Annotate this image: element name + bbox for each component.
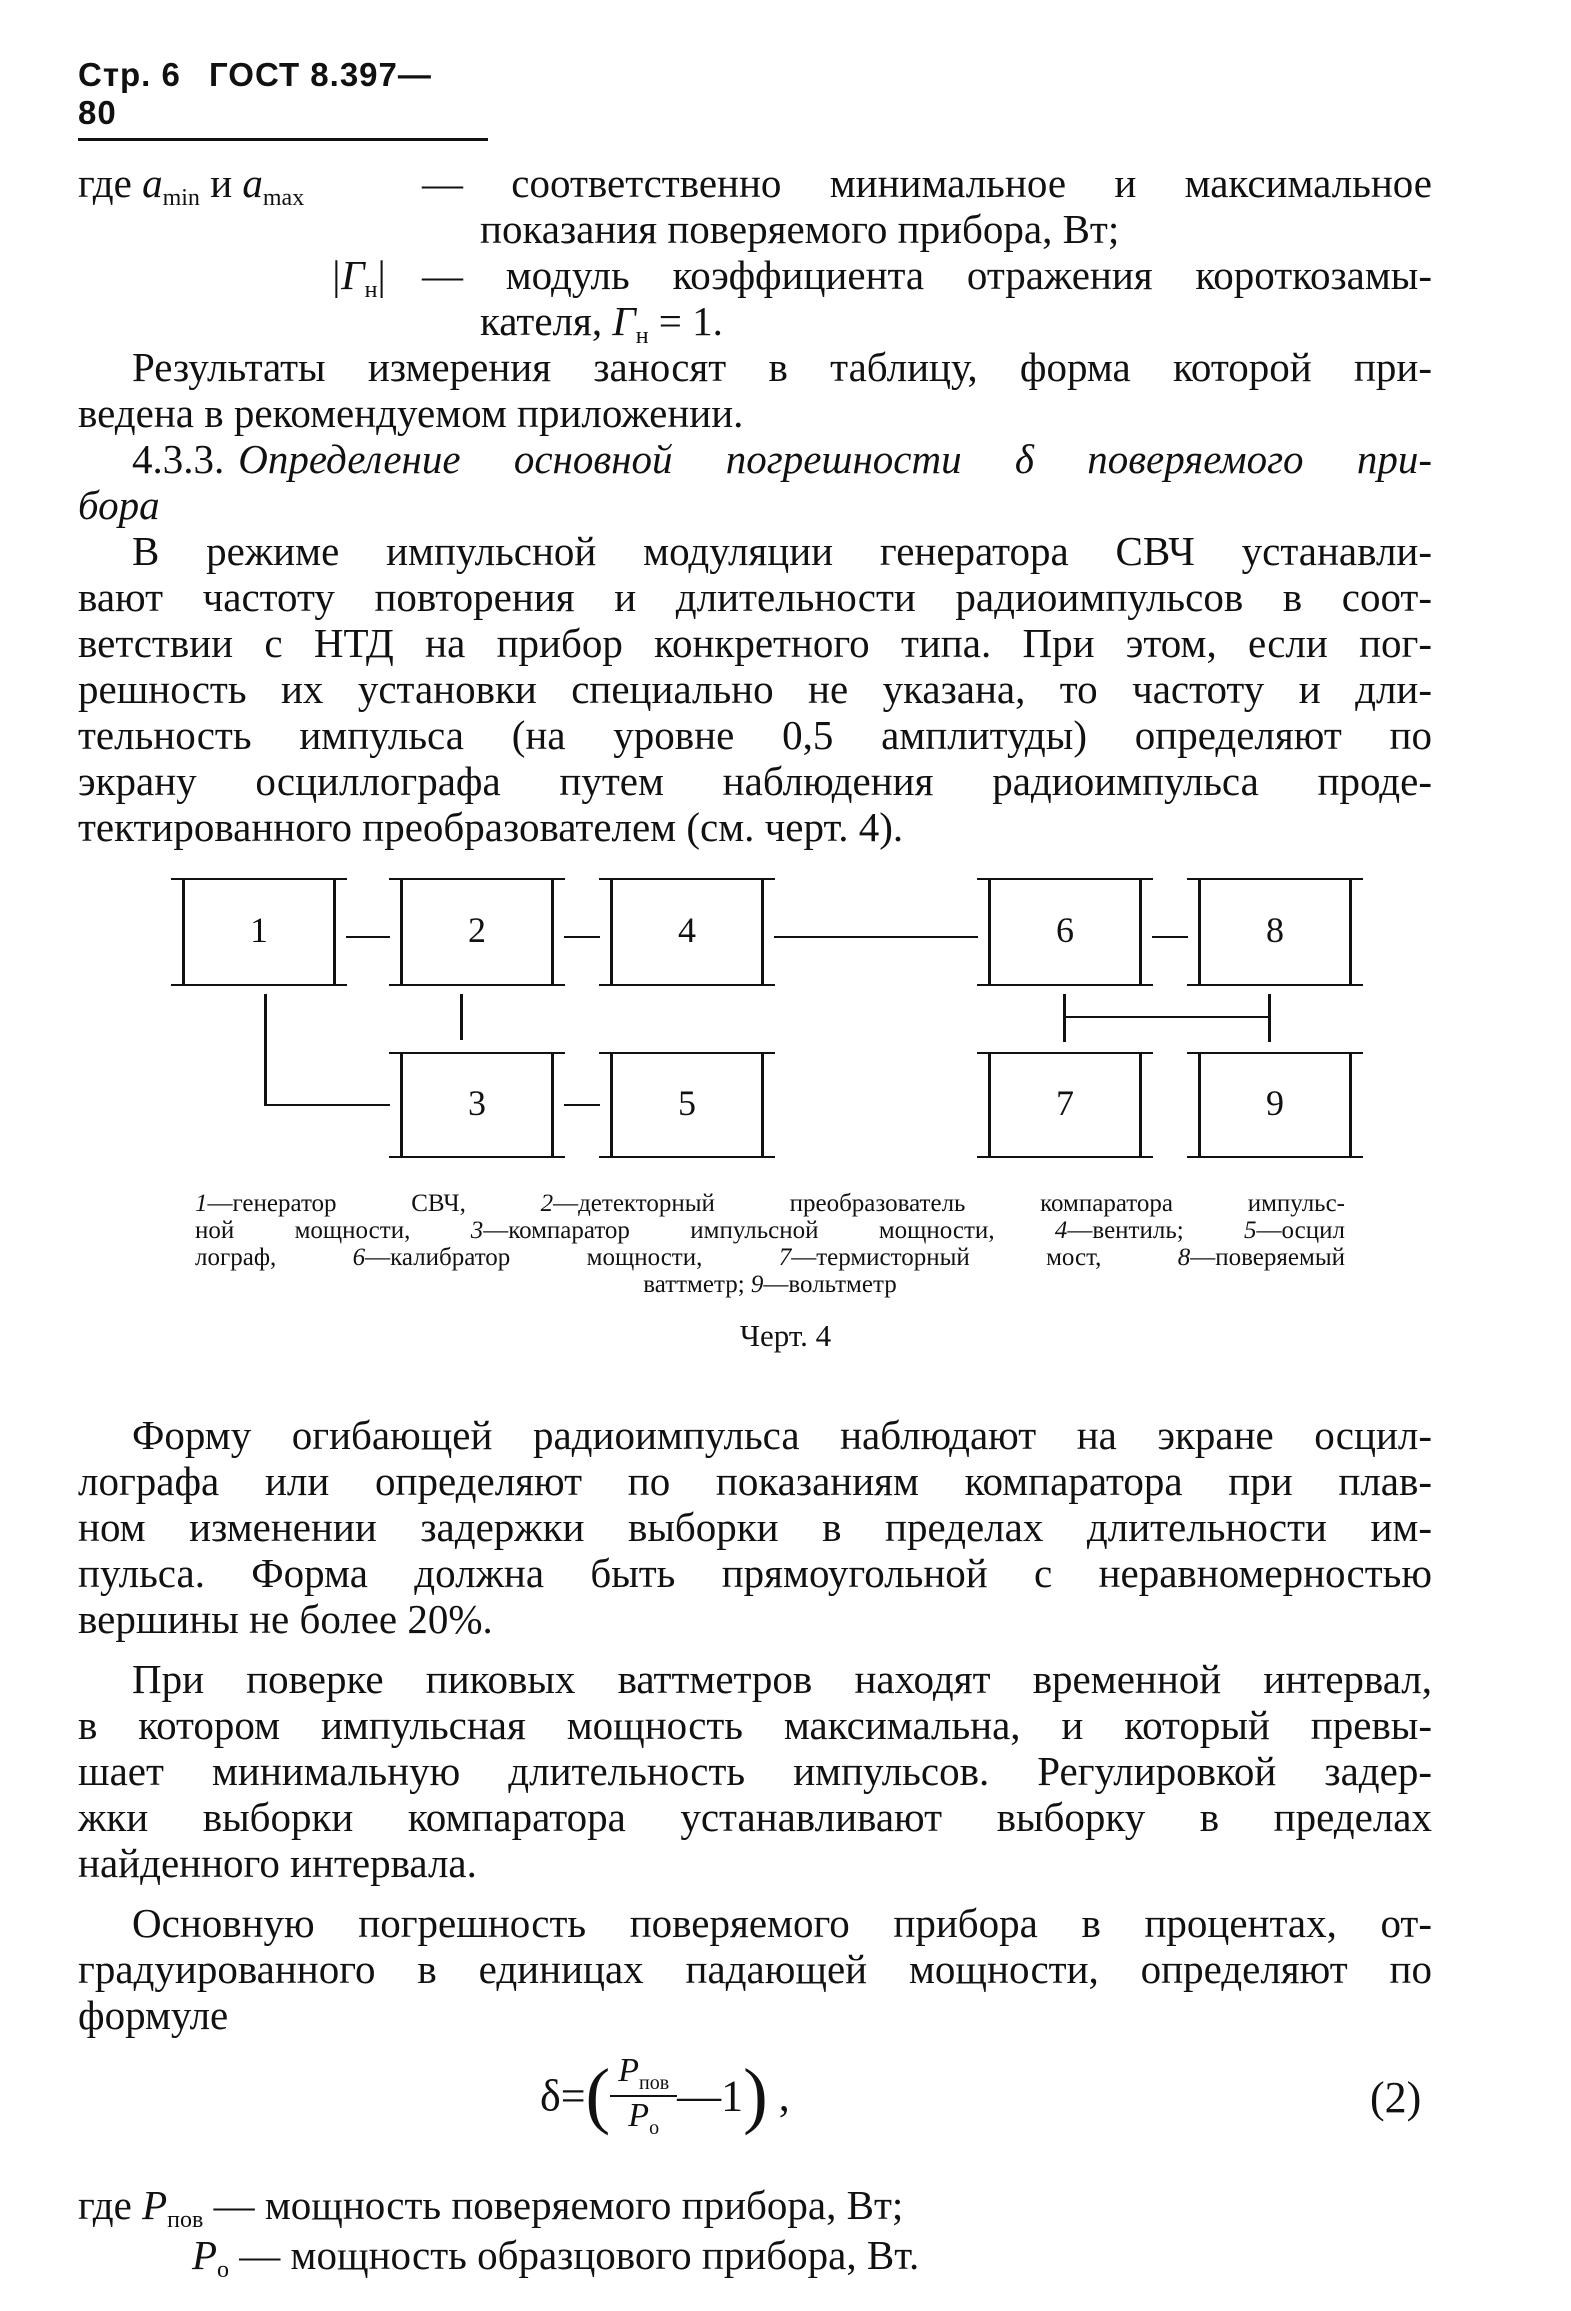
formula-2: δ=( $\frac{P_{пов}}{P_о}$ —1) ,: [540, 2052, 790, 2139]
standard-number: ГОСТ 8.397—80: [78, 56, 432, 131]
para2-line7: тектированного преобразователем (см. черт. 4).: [78, 804, 904, 850]
para2-line2: вают частоту повторения и длительности радиоимпульсов в соот-: [78, 574, 1432, 620]
para4-line5: найденного интервала.: [78, 1840, 477, 1886]
caption-line-1: 1—генератор СВЧ, 2—детекторный преобразователь компаратора импульс-: [195, 1190, 1345, 1217]
para2-line6: экрану осциллографа путем наблюдения радиоимпульса проде-: [78, 758, 1432, 804]
para2-line1: В режиме импульсной модуляции генератора СВЧ устанавли-: [132, 528, 1432, 574]
legend-amin-amax-text-2: показания поверяемого прибора, Вт;: [480, 206, 1120, 252]
para4-line1: При поверке пиковых ваттметров находят временной интервал,: [132, 1656, 1432, 1702]
connector-2-3: [460, 994, 463, 1040]
block-9: 9: [1198, 1052, 1352, 1158]
section-number: 4.3.3.: [132, 436, 225, 482]
para5-line2: градуированного в единицах падающей мощности, определяют по: [78, 1946, 1432, 1992]
connector-1-3: [264, 1104, 390, 1106]
section-title-2: бора: [78, 482, 160, 528]
figure-label: Черт. 4: [739, 1318, 832, 1353]
connector-1-down: [264, 994, 267, 1106]
block-1: 1: [182, 878, 336, 986]
connector-4-6: [774, 936, 978, 938]
para2-line5: тельность импульса (на уровне 0,5 амплитуды) определяют по: [78, 712, 1432, 758]
connector-3-5: [564, 1104, 600, 1106]
legend-gamma-text: — модуль коэффициента отражения короткозамы-: [422, 252, 1432, 298]
connector-8-9: [1268, 994, 1271, 1042]
para3-line1: Форму огибающей радиоимпульса наблюдают на экране осцил-: [132, 1412, 1432, 1458]
para4-line3: шает минимальную длительность импульсов. Регулировкой задер-: [78, 1748, 1432, 1794]
block-3: 3: [400, 1052, 554, 1158]
section-heading: [132, 436, 1432, 482]
para2-line3: ветствии с НТД на прибор конкретного типа. При этом, если пог-: [78, 620, 1432, 666]
para3-line3: ном изменении задержки выборки в пределах длительности им-: [78, 1504, 1432, 1550]
block-7: 7: [988, 1052, 1142, 1158]
legend-amin-amax: где $a_{min}$ и $a_{max}$: [78, 160, 305, 211]
section-title: Определение основной погрешности δ поверяемого при-: [238, 436, 1432, 482]
connector-1-2: [346, 936, 390, 938]
page-header: [78, 56, 488, 141]
para3-line4: пульса. Форма должна быть прямоугольной с неравномерностью: [78, 1550, 1432, 1596]
para4-line4: жки выборки компаратора устанавливают выборку в пределах: [78, 1794, 1432, 1840]
legend-gamma: $|\Gamma_н|$: [330, 252, 386, 303]
formula-fraction: $\frac{P_{пов}}{P_о}$: [610, 2052, 677, 2140]
caption-line-3: лограф, 6—калибратор мощности, 7—термисторный мост, 8—поверяемый: [195, 1244, 1345, 1271]
para4-line2: в котором импульсная мощность максимальна, и который превы-: [78, 1702, 1432, 1748]
legend-po: $P_о$ — мощность образцового прибора, Вт.: [192, 2232, 920, 2283]
legend-gamma-text-2: кателя, $\Gamma_н = 1$.: [480, 298, 723, 349]
block-5: 5: [610, 1052, 764, 1158]
page-number: Стр. 6: [78, 56, 181, 93]
para5-line1: Основную погрешность поверяемого прибора в процентах, от-: [132, 1900, 1432, 1946]
connector-6-8: [1152, 936, 1188, 938]
connector-2-4: [564, 936, 600, 938]
caption-line-2: ной мощности, 3—компаратор импульсной мощности, 4—вентиль; 5—осцил: [195, 1217, 1345, 1244]
para3-line2: лографа или определяют по показаниям компаратора при плав-: [78, 1458, 1432, 1504]
block-2: 2: [400, 878, 554, 986]
block-8: 8: [1198, 878, 1352, 986]
connector-6-8-bridge: [1063, 1016, 1271, 1018]
para1-line1: Результаты измерения заносят в таблицу, форма которой при-: [132, 344, 1432, 390]
formula-number: (2): [1370, 2073, 1422, 2122]
legend-amin-amax-text: — соответственно минимальное и максимальное: [422, 160, 1432, 206]
legend-ppov: где $P_{пов}$ — мощность поверяемого прибора, Вт;: [78, 2182, 904, 2233]
block-4: 4: [610, 878, 764, 986]
caption-line-4: ваттметр; 9—вольтметр: [643, 1271, 897, 1298]
para3-line5: вершины не более 20%.: [78, 1596, 493, 1642]
para5-line3: формуле: [78, 1992, 229, 2038]
para1-line2: ведена в рекомендуемом приложении.: [78, 390, 744, 436]
block-6: 6: [988, 878, 1142, 986]
para2-line4: решность их установки специально не указана, то частоту и дли-: [78, 666, 1432, 712]
connector-6-7: [1063, 994, 1066, 1042]
